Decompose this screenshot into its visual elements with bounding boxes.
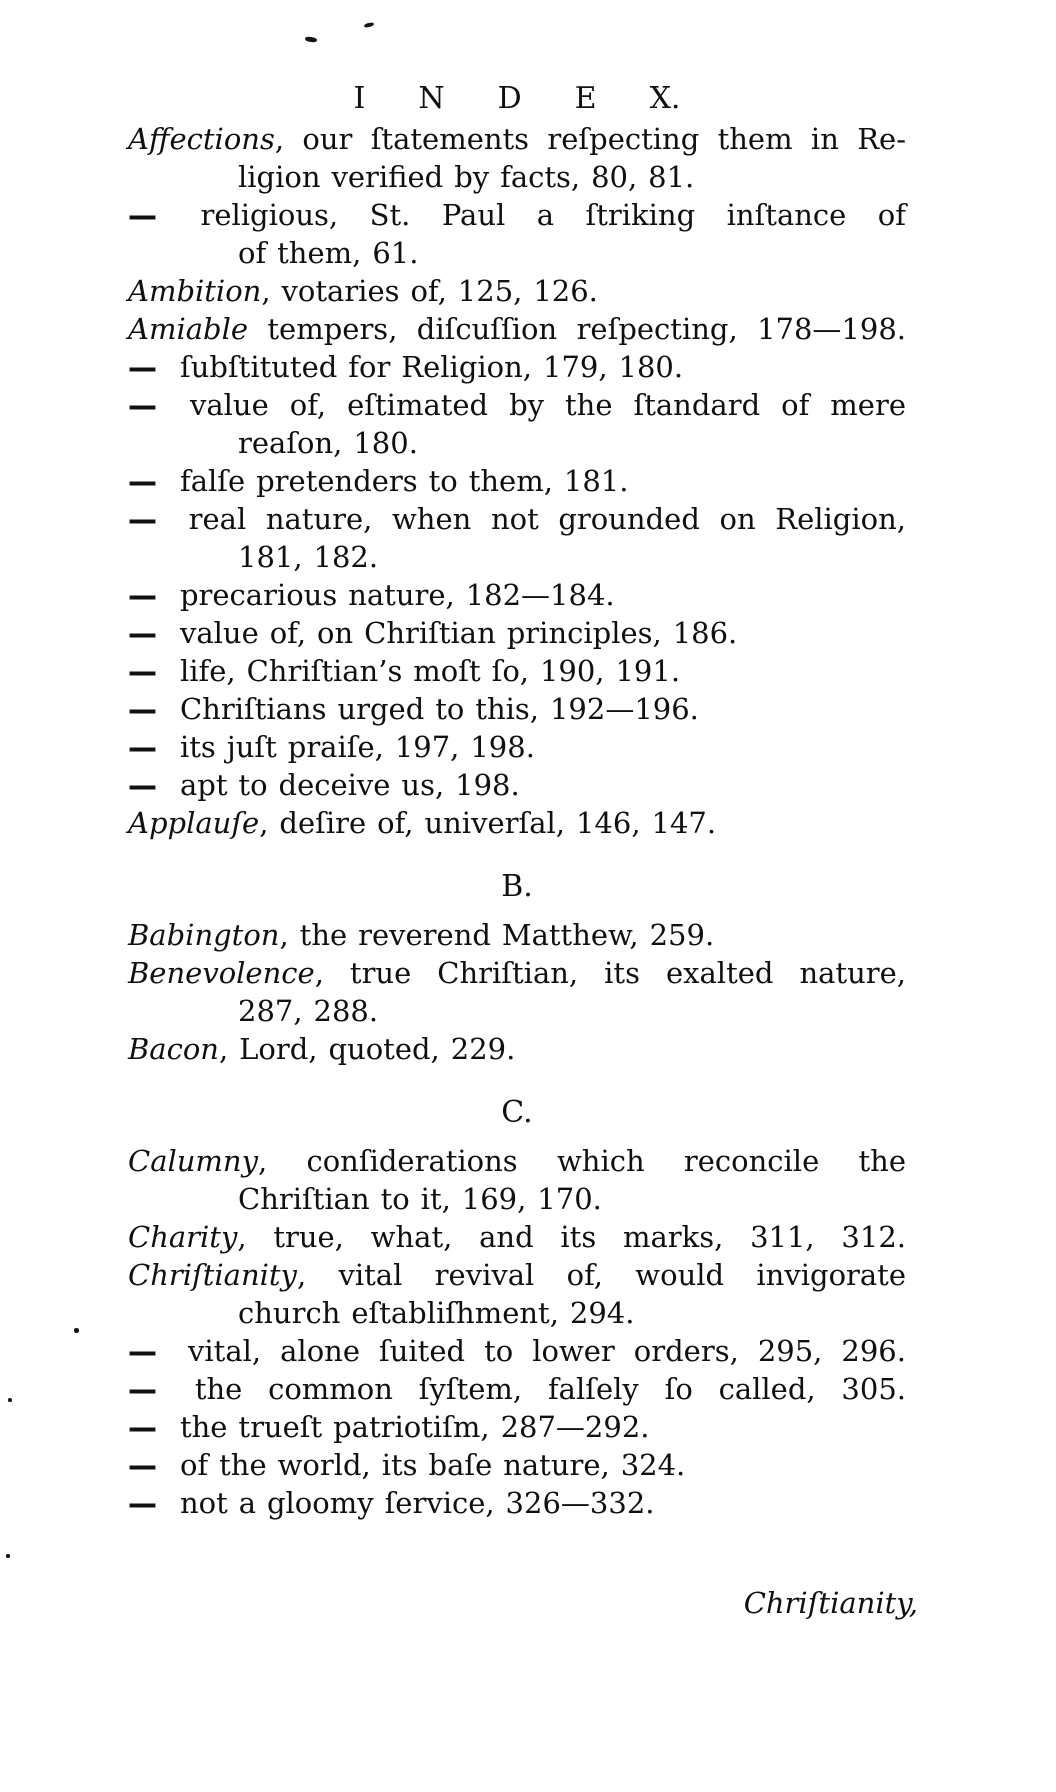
index-entry-line: — apt to deceive us, 198. <box>128 766 906 804</box>
index-entry <box>128 954 906 1030</box>
index-entry <box>128 1142 906 1218</box>
index-entry-line: Affections, our ſtatements reſpecting them in Re- <box>128 122 906 156</box>
subentry-dash: — <box>128 195 157 235</box>
ink-speck <box>8 1398 12 1402</box>
header-letter: N <box>418 81 445 116</box>
subentry-dash: — <box>128 651 157 691</box>
index-entry <box>128 462 906 500</box>
index-entry <box>128 1446 906 1484</box>
index-entry-line: Babington, the reverend Matthew, 259. <box>128 918 715 952</box>
header-letter: I <box>353 81 366 116</box>
index-entry-line: Bacon, Lord, quoted, 229. <box>128 1032 516 1066</box>
index-body <box>128 120 906 1522</box>
index-entry-line: — its juſt praiſe, 197, 198. <box>128 728 906 766</box>
index-entry <box>128 1408 906 1446</box>
subentry-dash: — <box>128 613 157 653</box>
index-entry <box>128 196 906 272</box>
index-continuation-line: of them, 61. <box>238 236 419 270</box>
section-heading: C. <box>501 1095 533 1130</box>
index-entry <box>128 576 906 614</box>
index-entry <box>128 272 906 310</box>
index-entry <box>128 690 906 728</box>
index-entry <box>128 766 906 804</box>
index-entry-line: Amiable tempers, diſcuſſion reſpecting, 178—198. <box>128 312 906 346</box>
index-continuation-line: church eſtabliſhment, 294. <box>238 1296 635 1330</box>
index-entry-line: — value of, eſtimated by the ſtandard of mere <box>128 386 906 424</box>
index-entry-line: — the common ſyſtem, falſely ſo called, 305. <box>128 1370 906 1408</box>
index-entry <box>128 500 906 576</box>
ink-speck <box>305 36 318 43</box>
index-entry-line: Ambition, votaries of, 125, 126. <box>128 274 598 308</box>
index-entry <box>128 120 906 196</box>
subentry-dash: — <box>128 499 157 539</box>
index-entry-line: Charity, true, what, and its marks, 311, 312. <box>128 1220 906 1254</box>
index-entry-line: — not a gloomy ſervice, 326—332. <box>128 1484 906 1522</box>
header-letter: D <box>497 81 522 116</box>
index-entry <box>128 1332 906 1370</box>
index-continuation-line: reaſon, 180. <box>238 426 418 460</box>
subentry-dash: — <box>128 1445 157 1485</box>
subentry-dash: — <box>128 727 157 767</box>
index-entry-line: — ſubſtituted for Religion, 179, 180. <box>128 348 906 386</box>
index-entry <box>128 386 906 462</box>
index-entry <box>128 1030 906 1068</box>
index-entry <box>128 804 906 842</box>
index-entry <box>128 1484 906 1522</box>
index-entry-line: — falſe pretenders to them, 181. <box>128 462 906 500</box>
index-entry <box>128 1256 906 1332</box>
subentry-dash: — <box>128 689 157 729</box>
ink-speck <box>364 22 375 28</box>
index-continuation-line: Chriſtian to it, 169, 170. <box>238 1182 602 1216</box>
subentry-dash: — <box>128 1483 157 1523</box>
index-entry-line: — life, Chriſtian’s moſt ſo, 190, 191. <box>128 652 906 690</box>
subentry-dash: — <box>128 385 157 425</box>
index-entry-line: — value of, on Chriſtian principles, 186. <box>128 614 906 652</box>
index-entry-line: — vital, alone ſuited to lower orders, 295, 296. <box>128 1332 906 1370</box>
index-entry-line: — Chriſtians urged to this, 192—196. <box>128 690 906 728</box>
index-entry <box>128 916 906 954</box>
subentry-dash: — <box>128 1369 157 1409</box>
index-entry-line: Chriſtianity, vital revival of, would invigorate <box>128 1258 906 1292</box>
header-letter: X. <box>649 81 681 116</box>
section-heading: B. <box>501 869 533 904</box>
index-entry-line: — the trueſt patriotiſm, 287—292. <box>128 1408 906 1446</box>
catchword: Chriſtianity, <box>743 1586 918 1620</box>
subentry-dash: — <box>128 575 157 615</box>
index-entry <box>128 1370 906 1408</box>
index-entry <box>128 1218 906 1256</box>
header-letter: E <box>574 81 597 116</box>
index-entry-line: — precarious nature, 182—184. <box>128 576 906 614</box>
index-continuation-line: 287, 288. <box>238 994 379 1028</box>
subentry-dash: — <box>128 765 157 805</box>
ink-speck <box>6 1554 10 1558</box>
index-entry-line: — religious, St. Paul a ſtriking inſtance of <box>128 196 906 234</box>
index-entry <box>128 614 906 652</box>
subentry-dash: — <box>128 347 157 387</box>
subentry-dash: — <box>128 1407 157 1447</box>
subentry-dash: — <box>128 1331 157 1371</box>
index-continuation-line: ligion verified by facts, 80, 81. <box>238 160 695 194</box>
ink-speck <box>74 1328 79 1333</box>
index-entry <box>128 310 906 348</box>
subentry-dash: — <box>128 461 157 501</box>
index-entry-line: — of the world, its baſe nature, 324. <box>128 1446 906 1484</box>
index-entry-line: Benevolence, true Chriſtian, its exalted nature, <box>128 956 906 990</box>
index-entry-line: Calumny, conſiderations which reconcile the <box>128 1144 906 1178</box>
index-entry <box>128 728 906 766</box>
index-entry-line: Applauſe, deſire of, univerſal, 146, 147. <box>128 806 717 840</box>
index-entry-line: — real nature, when not grounded on Religion, <box>128 500 906 538</box>
page-header <box>128 81 906 116</box>
index-entry <box>128 652 906 690</box>
index-continuation-line: 181, 182. <box>238 540 379 574</box>
index-entry <box>128 348 906 386</box>
